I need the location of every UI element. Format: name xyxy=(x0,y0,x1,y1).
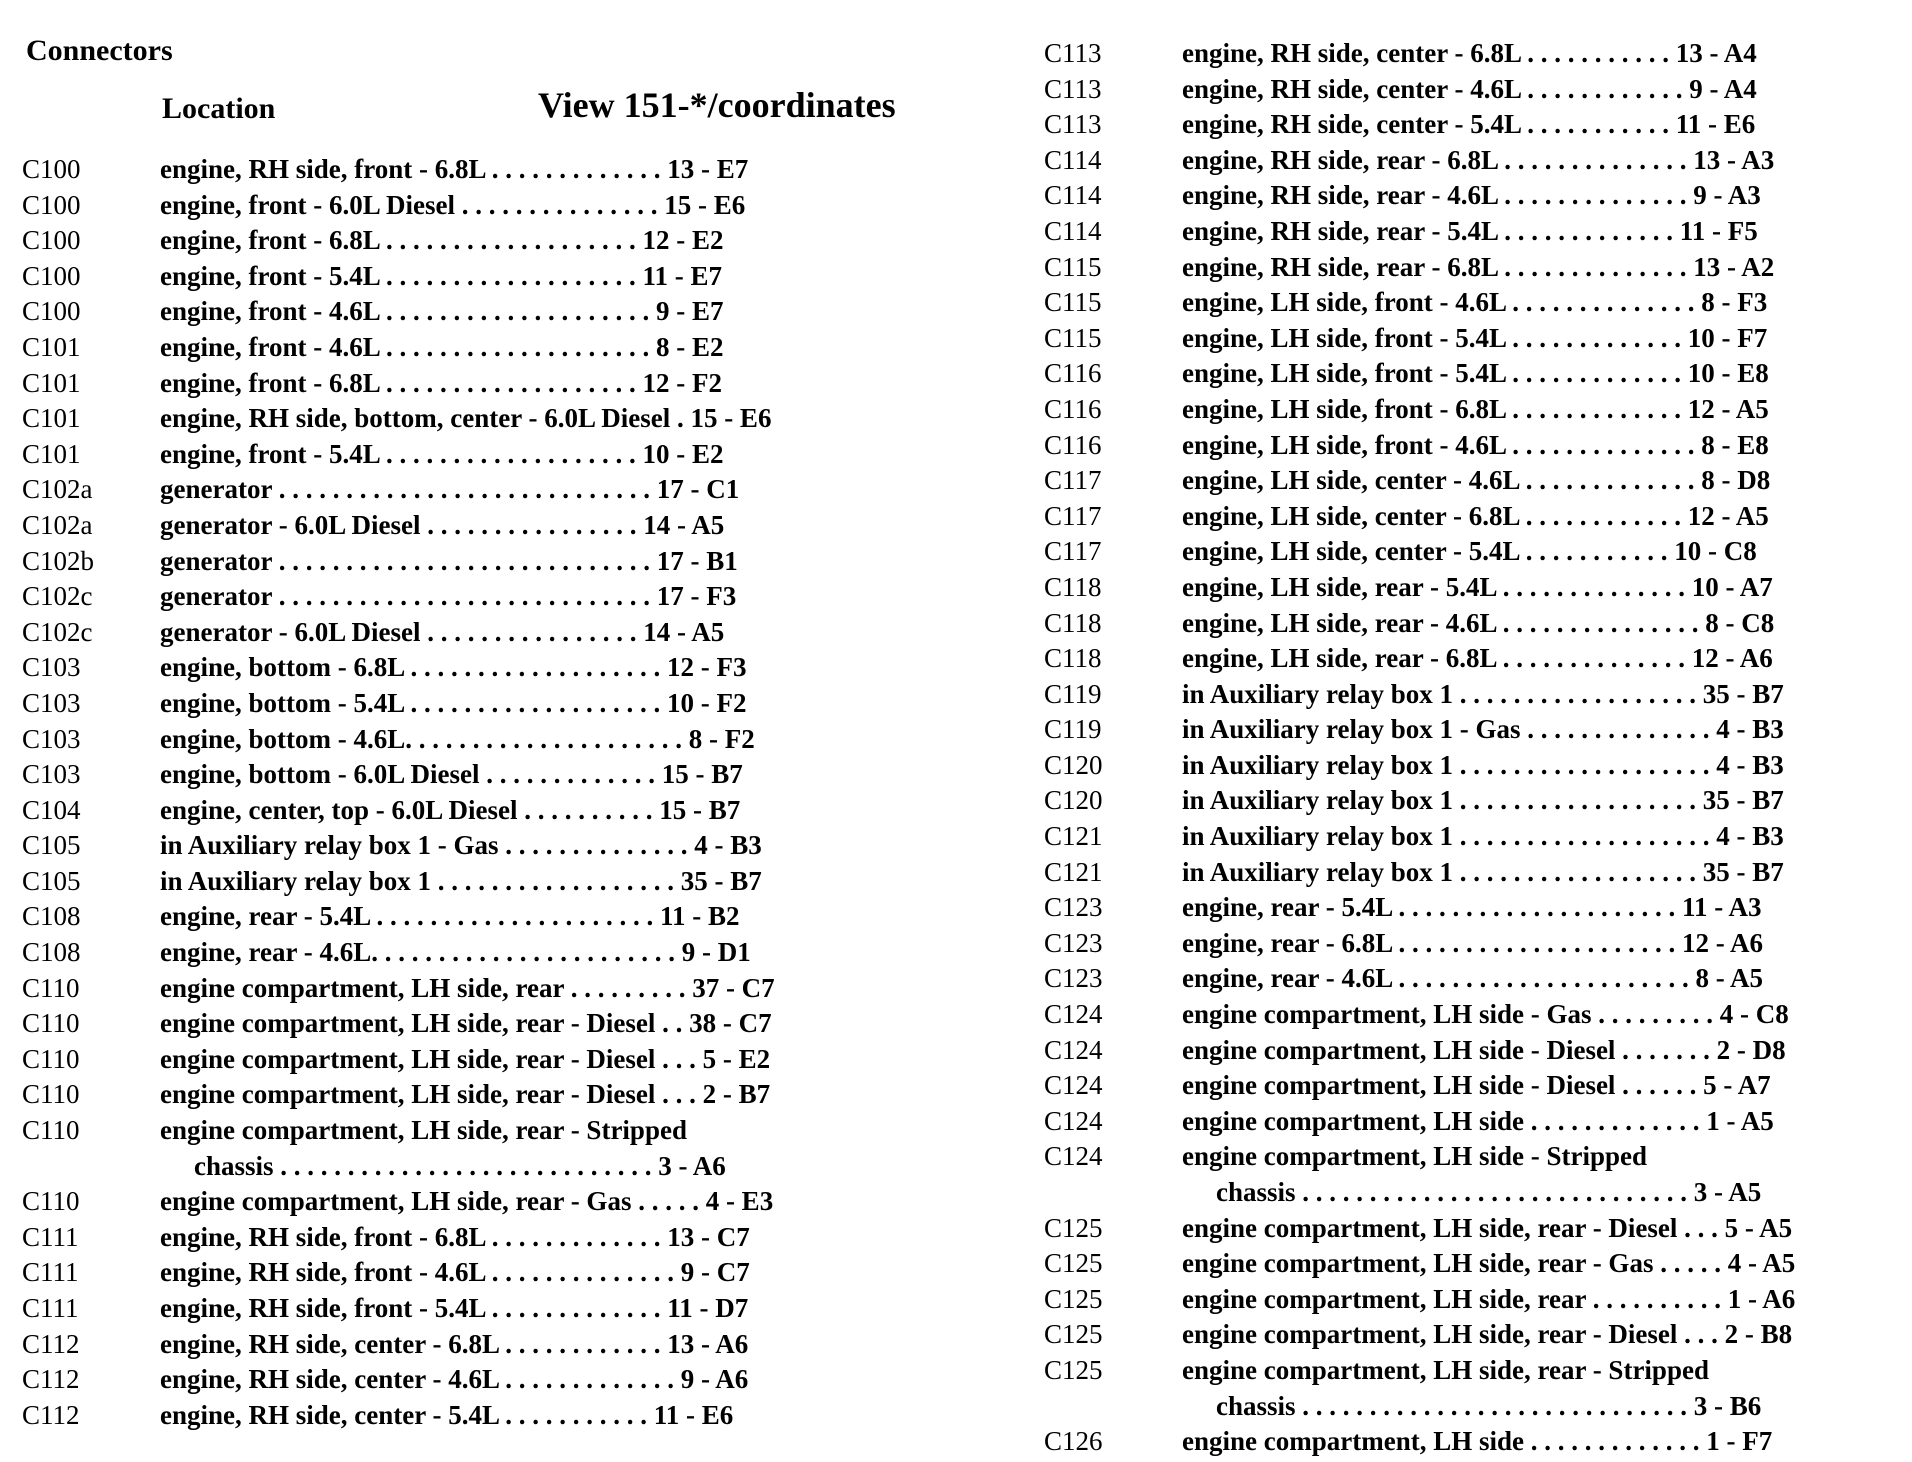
connector-code: C102c xyxy=(22,581,93,612)
connector-location: engine compartment, LH side - Stripped xyxy=(1182,1141,1647,1172)
connector-row xyxy=(1044,963,1904,999)
connector-code: C125 xyxy=(1044,1354,1103,1385)
connector-row xyxy=(22,1044,882,1080)
connector-code: C125 xyxy=(1044,1319,1103,1350)
connector-location: engine compartment, LH side - Diesel . . . . . . . 2 - D8 xyxy=(1182,1034,1786,1065)
connector-code: C119 xyxy=(1044,678,1102,709)
connector-location: engine, LH side, rear - 4.6L . . . . . . . . . . . . . . . 8 - C8 xyxy=(1182,607,1775,638)
connector-code: C120 xyxy=(1044,785,1103,816)
connector-code: C110 xyxy=(22,1079,80,1110)
page-title: Connectors xyxy=(26,34,173,67)
connector-location: engine, rear - 6.8L . . . . . . . . . . . . . . . . . . . . . 12 - A6 xyxy=(1182,927,1763,958)
connector-code: C100 xyxy=(22,189,81,220)
connector-row xyxy=(22,1008,882,1044)
connector-code: C119 xyxy=(1044,714,1102,745)
connector-location: engine, front - 5.4L . . . . . . . . . . . . . . . . . . . 11 - E7 xyxy=(160,260,723,291)
connector-row xyxy=(1044,145,1904,181)
connector-code: C102a xyxy=(22,474,93,505)
connector-row xyxy=(22,1151,882,1187)
connector-code: C100 xyxy=(22,154,81,184)
connector-code: C104 xyxy=(22,794,81,825)
connector-location: engine, front - 6.8L . . . . . . . . . . . . . . . . . . . 12 - F2 xyxy=(160,367,722,398)
connector-code: C103 xyxy=(22,652,81,683)
connector-code: C121 xyxy=(1044,821,1103,852)
connector-location: in Auxiliary relay box 1 - Gas . . . . . . . . . . . . . . 4 - B3 xyxy=(160,830,762,861)
connector-code: C116 xyxy=(1044,429,1102,460)
connector-location: engine, LH side, center - 4.6L . . . . . . . . . . . . . 8 - D8 xyxy=(1182,465,1771,496)
connector-code: C110 xyxy=(22,1008,80,1039)
connector-code: C101 xyxy=(22,331,81,362)
connector-row xyxy=(1044,287,1904,323)
connector-row xyxy=(22,581,882,617)
connector-row xyxy=(1044,679,1904,715)
connector-code: C111 xyxy=(22,1257,79,1288)
connector-row xyxy=(1044,109,1904,145)
connector-row xyxy=(22,510,882,546)
connector-row xyxy=(1044,608,1904,644)
connector-row xyxy=(22,617,882,653)
connector-code: C114 xyxy=(1044,215,1102,246)
right-connector-list xyxy=(1044,38,1904,1462)
connector-location: chassis . . . . . . . . . . . . . . . . . . . . . . . . . . . . . 3 - B6 xyxy=(1216,1390,1762,1421)
connector-code: C118 xyxy=(1044,607,1102,638)
connector-row xyxy=(22,724,882,760)
connector-location: engine, RH side, center - 6.8L . . . . . . . . . . . 13 - A4 xyxy=(1182,38,1757,68)
connector-location: engine, RH side, rear - 4.6L . . . . . . . . . . . . . . 9 - A3 xyxy=(1182,180,1761,211)
connector-code: C110 xyxy=(22,1186,80,1217)
connector-code: C116 xyxy=(1044,393,1102,424)
connector-row xyxy=(1044,928,1904,964)
connector-location: engine, LH side, front - 5.4L . . . . . . . . . . . . . 10 - F7 xyxy=(1182,322,1768,353)
connector-location: engine, RH side, center - 6.8L . . . . . . . . . . . . 13 - A6 xyxy=(160,1328,749,1359)
connector-location: engine compartment, LH side, rear - Diesel . . . 5 - A5 xyxy=(1182,1212,1793,1243)
connector-code: C103 xyxy=(22,687,81,718)
connector-code: C114 xyxy=(1044,144,1102,175)
connector-location: generator . . . . . . . . . . . . . . . . . . . . . . . . . . . . 17 - C1 xyxy=(160,474,740,505)
connector-code: C112 xyxy=(22,1364,80,1395)
connector-row xyxy=(1044,430,1904,466)
connector-row xyxy=(22,937,882,973)
connector-code: C124 xyxy=(1044,1034,1103,1065)
connector-location: engine, RH side, rear - 6.8L . . . . . . . . . . . . . . 13 - A3 xyxy=(1182,144,1775,175)
connector-row xyxy=(22,759,882,795)
connector-row xyxy=(22,546,882,582)
connector-location: generator - 6.0L Diesel . . . . . . . . . . . . . . . . 14 - A5 xyxy=(160,509,725,540)
connector-row xyxy=(1044,892,1904,928)
connector-code: C125 xyxy=(1044,1212,1103,1243)
connector-code: C111 xyxy=(22,1221,79,1252)
view-coordinates-column-header: View 151-*/coordinates xyxy=(538,85,896,125)
connector-code: C124 xyxy=(1044,1141,1103,1172)
connector-row xyxy=(22,1186,882,1222)
connector-location: engine, LH side, front - 5.4L . . . . . . . . . . . . . 10 - E8 xyxy=(1182,358,1769,389)
connector-location: in Auxiliary relay box 1 . . . . . . . . . . . . . . . . . . 35 - B7 xyxy=(1182,678,1784,709)
connector-code: C115 xyxy=(1044,287,1102,318)
connector-location: in Auxiliary relay box 1 - Gas . . . . . . . . . . . . . . 4 - B3 xyxy=(1182,714,1784,745)
connector-location: engine compartment, LH side . . . . . . . . . . . . . 1 - F7 xyxy=(1182,1426,1773,1457)
connector-code: C112 xyxy=(22,1328,80,1359)
connector-row xyxy=(22,403,882,439)
connector-code: C105 xyxy=(22,865,81,896)
connector-row xyxy=(1044,821,1904,857)
connector-row xyxy=(1044,252,1904,288)
connector-row xyxy=(1044,1141,1904,1177)
connector-location: engine, RH side, center - 5.4L . . . . . . . . . . . 11 - E6 xyxy=(160,1399,734,1430)
connector-location: engine compartment, LH side, rear . . . . . . . . . . 1 - A6 xyxy=(1182,1283,1796,1314)
connector-row xyxy=(22,1329,882,1365)
connector-row xyxy=(22,225,882,261)
connector-code: C113 xyxy=(1044,73,1102,104)
connector-location: engine compartment, LH side, rear - Stripped xyxy=(1182,1354,1709,1385)
connector-code: C111 xyxy=(22,1293,79,1323)
connector-location: engine compartment, LH side, rear - Gas . . . . . 4 - E3 xyxy=(160,1186,774,1217)
connector-row xyxy=(22,1400,882,1436)
connector-location: engine compartment, LH side, rear - Diesel . . . 5 - E2 xyxy=(160,1043,771,1074)
connector-location: engine, front - 4.6L . . . . . . . . . . . . . . . . . . . . 8 - E2 xyxy=(160,331,724,362)
connector-location: engine, RH side, front - 6.8L . . . . . . . . . . . . . 13 - C7 xyxy=(160,1221,750,1252)
connector-location: engine compartment, LH side - Gas . . . . . . . . . 4 - C8 xyxy=(1182,999,1789,1030)
location-column-header: Location xyxy=(162,92,276,125)
connector-code: C113 xyxy=(1044,38,1102,68)
connector-location: engine compartment, LH side, rear - Stripped xyxy=(160,1115,687,1146)
connector-code: C121 xyxy=(1044,856,1103,887)
connector-code: C120 xyxy=(1044,749,1103,780)
connector-row xyxy=(1044,394,1904,430)
connector-row xyxy=(1044,1391,1904,1427)
connector-code: C117 xyxy=(1044,500,1102,531)
connector-row xyxy=(22,261,882,297)
connector-location: engine, LH side, rear - 5.4L . . . . . . . . . . . . . . 10 - A7 xyxy=(1182,571,1773,602)
connector-code: C101 xyxy=(22,367,81,398)
connector-code: C100 xyxy=(22,296,81,327)
connector-code: C101 xyxy=(22,438,81,469)
connector-location: engine, front - 6.0L Diesel . . . . . . . . . . . . . . . 15 - E6 xyxy=(160,189,746,220)
connector-location: engine compartment, LH side - Diesel . . . . . . 5 - A7 xyxy=(1182,1070,1771,1101)
connector-code: C103 xyxy=(22,723,81,754)
connector-code: C110 xyxy=(22,1115,80,1146)
connector-row xyxy=(1044,358,1904,394)
connector-code: C124 xyxy=(1044,999,1103,1030)
connector-row xyxy=(1044,1106,1904,1142)
connector-location: in Auxiliary relay box 1 . . . . . . . . . . . . . . . . . . . 4 - B3 xyxy=(1182,749,1784,780)
connector-location: engine compartment, LH side, rear . . . . . . . . . 37 - C7 xyxy=(160,972,775,1003)
connector-location: engine, LH side, rear - 6.8L . . . . . . . . . . . . . . 12 - A6 xyxy=(1182,643,1773,674)
connector-location: in Auxiliary relay box 1 . . . . . . . . . . . . . . . . . . 35 - B7 xyxy=(160,865,762,896)
connector-row xyxy=(22,1222,882,1258)
connector-row xyxy=(22,901,882,937)
connector-location: engine, rear - 5.4L . . . . . . . . . . . . . . . . . . . . . 11 - B2 xyxy=(160,901,740,932)
connector-code: C123 xyxy=(1044,927,1103,958)
connector-row xyxy=(1044,785,1904,821)
connector-row xyxy=(22,1364,882,1400)
connector-row xyxy=(22,830,882,866)
connector-location: engine, front - 5.4L . . . . . . . . . . . . . . . . . . . 10 - E2 xyxy=(160,438,724,469)
connector-row xyxy=(1044,74,1904,110)
connector-code: C124 xyxy=(1044,1070,1103,1101)
connector-location: in Auxiliary relay box 1 . . . . . . . . . . . . . . . . . . . 4 - B3 xyxy=(1182,821,1784,852)
connector-row xyxy=(1044,1070,1904,1106)
connector-location: engine, LH side, center - 6.8L . . . . . . . . . . . . 12 - A5 xyxy=(1182,500,1769,531)
connector-row xyxy=(1044,216,1904,252)
connector-location: engine, LH side, front - 4.6L . . . . . . . . . . . . . . 8 - E8 xyxy=(1182,429,1769,460)
connector-row xyxy=(22,795,882,831)
connector-location: engine, bottom - 4.6L. . . . . . . . . . . . . . . . . . . . . 8 - F2 xyxy=(160,723,755,754)
connector-code: C114 xyxy=(1044,180,1102,211)
connector-code: C125 xyxy=(1044,1283,1103,1314)
connector-row xyxy=(1044,857,1904,893)
connector-code: C117 xyxy=(1044,536,1102,567)
connector-code: C112 xyxy=(22,1399,80,1430)
connector-row xyxy=(1044,1035,1904,1071)
connector-location: engine, center, top - 6.0L Diesel . . . . . . . . . . 15 - B7 xyxy=(160,794,741,825)
connector-code: C103 xyxy=(22,759,81,790)
connector-row xyxy=(1044,38,1904,74)
connector-row xyxy=(22,1115,882,1151)
connector-row xyxy=(1044,750,1904,786)
connector-row xyxy=(22,688,882,724)
connector-location: generator - 6.0L Diesel . . . . . . . . . . . . . . . . 14 - A5 xyxy=(160,616,725,647)
connector-row xyxy=(22,439,882,475)
connector-row xyxy=(22,332,882,368)
connector-location: engine, front - 6.8L . . . . . . . . . . . . . . . . . . . 12 - E2 xyxy=(160,225,724,256)
connector-row xyxy=(22,866,882,902)
connector-row xyxy=(1044,1355,1904,1391)
connector-row xyxy=(22,652,882,688)
connector-location: in Auxiliary relay box 1 . . . . . . . . . . . . . . . . . . 35 - B7 xyxy=(1182,856,1784,887)
connector-row xyxy=(22,154,882,190)
connector-location: engine, bottom - 5.4L . . . . . . . . . . . . . . . . . . . 10 - F2 xyxy=(160,687,747,718)
connector-row xyxy=(22,973,882,1009)
left-connector-list xyxy=(22,154,882,1435)
connector-code: C115 xyxy=(1044,251,1102,282)
connector-location: engine, rear - 4.6L . . . . . . . . . . . . . . . . . . . . . . 8 - A5 xyxy=(1182,963,1763,994)
connector-row xyxy=(1044,1284,1904,1320)
connector-location: generator . . . . . . . . . . . . . . . . . . . . . . . . . . . . 17 - B1 xyxy=(160,545,738,576)
connector-code: C117 xyxy=(1044,465,1102,496)
connector-row xyxy=(1044,714,1904,750)
connector-row xyxy=(1044,180,1904,216)
connector-location: engine, LH side, front - 6.8L . . . . . . . . . . . . . 12 - A5 xyxy=(1182,393,1769,424)
connector-row xyxy=(1044,1319,1904,1355)
connector-code: C115 xyxy=(1044,322,1102,353)
connector-code: C108 xyxy=(22,937,81,968)
connector-row xyxy=(1044,536,1904,572)
connector-row xyxy=(22,1079,882,1115)
connector-code: C102a xyxy=(22,509,93,540)
connector-code: C100 xyxy=(22,225,81,256)
connector-location: engine, RH side, front - 5.4L . . . . . . . . . . . . . 11 - D7 xyxy=(160,1293,749,1323)
connector-location: engine, RH side, center - 4.6L . . . . . . . . . . . . . 9 - A6 xyxy=(160,1364,749,1395)
connector-location: engine compartment, LH side, rear - Gas . . . . . 4 - A5 xyxy=(1182,1248,1796,1279)
connector-row xyxy=(22,190,882,226)
connector-code: C118 xyxy=(1044,643,1102,674)
connector-location: engine compartment, LH side . . . . . . . . . . . . . 1 - A5 xyxy=(1182,1105,1774,1136)
connector-code: C124 xyxy=(1044,1105,1103,1136)
connector-location: engine, rear - 4.6L. . . . . . . . . . . . . . . . . . . . . . . 9 - D1 xyxy=(160,937,751,968)
connector-row xyxy=(1044,1213,1904,1249)
connector-location: engine, RH side, center - 4.6L . . . . . . . . . . . . 9 - A4 xyxy=(1182,73,1757,104)
connector-location: engine, RH side, rear - 5.4L . . . . . . . . . . . . . 11 - F5 xyxy=(1182,215,1758,246)
connector-code: C126 xyxy=(1044,1426,1103,1457)
connector-code: C108 xyxy=(22,901,81,932)
connector-location: chassis . . . . . . . . . . . . . . . . . . . . . . . . . . . . 3 - A6 xyxy=(194,1150,726,1181)
connector-location: engine, RH side, center - 5.4L . . . . . . . . . . . 11 - E6 xyxy=(1182,109,1756,140)
connector-location: engine, RH side, front - 6.8L . . . . . . . . . . . . . 13 - E7 xyxy=(160,154,749,184)
connector-row xyxy=(1044,643,1904,679)
connector-code: C125 xyxy=(1044,1248,1103,1279)
connector-row xyxy=(1044,501,1904,537)
connector-location: in Auxiliary relay box 1 . . . . . . . . . . . . . . . . . . 35 - B7 xyxy=(1182,785,1784,816)
connector-location: engine, LH side, center - 5.4L . . . . . . . . . . . 10 - C8 xyxy=(1182,536,1757,567)
connector-location: engine, bottom - 6.0L Diesel . . . . . . . . . . . . . 15 - B7 xyxy=(160,759,743,790)
connector-location: engine, LH side, front - 4.6L . . . . . . . . . . . . . . 8 - F3 xyxy=(1182,287,1768,318)
connector-code: C105 xyxy=(22,830,81,861)
connector-code: C123 xyxy=(1044,963,1103,994)
connector-code: C100 xyxy=(22,260,81,291)
connector-location: engine, bottom - 6.8L . . . . . . . . . . . . . . . . . . . 12 - F3 xyxy=(160,652,747,683)
connector-code: C116 xyxy=(1044,358,1102,389)
connector-code: C102b xyxy=(22,545,95,576)
connector-location: engine, RH side, bottom, center - 6.0L Diesel . 15 - E6 xyxy=(160,403,772,434)
connector-row xyxy=(22,1257,882,1293)
connector-location: generator . . . . . . . . . . . . . . . . . . . . . . . . . . . . 17 - F3 xyxy=(160,581,737,612)
connector-location: engine compartment, LH side, rear - Diesel . . . 2 - B7 xyxy=(160,1079,771,1110)
connector-row xyxy=(22,296,882,332)
connector-location: engine, rear - 5.4L . . . . . . . . . . . . . . . . . . . . . 11 - A3 xyxy=(1182,892,1762,923)
connector-row xyxy=(1044,1426,1904,1462)
connector-location: engine, front - 4.6L . . . . . . . . . . . . . . . . . . . . 9 - E7 xyxy=(160,296,724,327)
connector-code: C123 xyxy=(1044,892,1103,923)
connector-row xyxy=(22,368,882,404)
connector-row xyxy=(22,474,882,510)
connector-location: engine, RH side, rear - 6.8L . . . . . . . . . . . . . . 13 - A2 xyxy=(1182,251,1775,282)
connector-row xyxy=(1044,1248,1904,1284)
connector-row xyxy=(1044,999,1904,1035)
connector-row xyxy=(1044,323,1904,359)
connector-code: C102c xyxy=(22,616,93,647)
connector-code: C110 xyxy=(22,972,80,1003)
connector-location: engine compartment, LH side, rear - Diesel . . 38 - C7 xyxy=(160,1008,772,1039)
connector-location: engine compartment, LH side, rear - Diesel . . . 2 - B8 xyxy=(1182,1319,1793,1350)
connector-code: C118 xyxy=(1044,571,1102,602)
connector-code: C113 xyxy=(1044,109,1102,140)
connector-row xyxy=(1044,465,1904,501)
connector-code: C101 xyxy=(22,403,81,434)
connector-location: chassis . . . . . . . . . . . . . . . . . . . . . . . . . . . . . 3 - A5 xyxy=(1216,1177,1762,1207)
connector-location: engine, RH side, front - 4.6L . . . . . . . . . . . . . . 9 - C7 xyxy=(160,1257,750,1288)
connector-code: C110 xyxy=(22,1043,80,1074)
connector-row xyxy=(1044,1177,1904,1213)
connector-row xyxy=(1044,572,1904,608)
connector-row xyxy=(22,1293,882,1329)
